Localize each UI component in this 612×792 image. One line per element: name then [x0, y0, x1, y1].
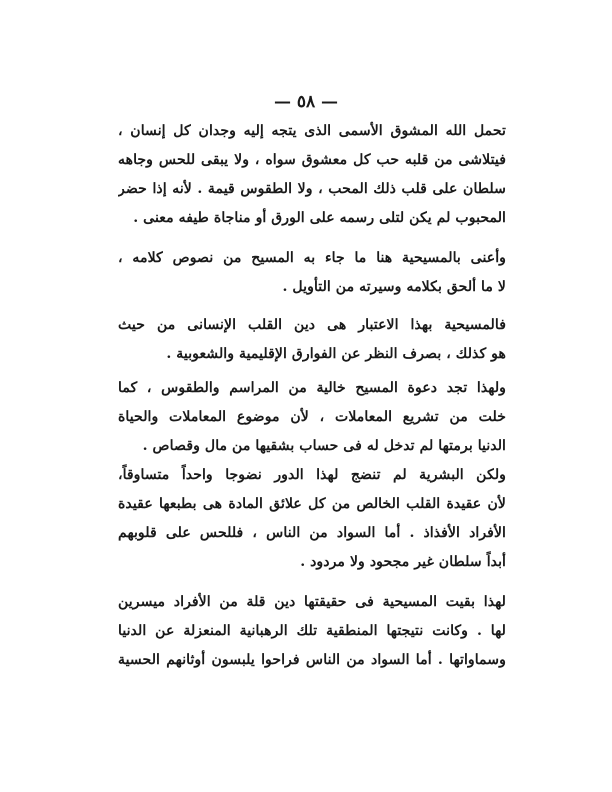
- text-line: الأفراد الأفذاذ . أما السواد من الناس ، فللحس على قلوبهم: [118, 525, 506, 541]
- text-line: فيتلاشى من قلبه حب كل معشوق سواه ، ولا يبقى للحس وجاهه: [118, 152, 506, 168]
- text-line: أبداً سلطان غير مجحود ولا مردود .: [300, 554, 506, 570]
- text-line: وسماواتها . أما السواد من الناس فراحوا يلبسون أوثانهم الحسية: [118, 652, 506, 668]
- text-line: المحبوب لم يكن لتلى رسمه على الورق أو مناجاة طيفه معنى .: [133, 210, 506, 226]
- text-line: وأعنى بالمسيحية هنا ما جاء به المسيح من نصوص كلامه ،: [118, 250, 506, 266]
- text-line: فالمسيحية بهذا الاعتبار هى دين القلب الإنسانى من حيث: [118, 317, 506, 333]
- text-line: لأن عقيدة القلب الخالص من كل علائق المادة هى بطبعها عقيدة: [118, 496, 506, 512]
- paragraph-1: [118, 117, 506, 233]
- text-line: تحمل الله المشوق الأسمى الذى يتجه إليه وجدان كل إنسان ،: [118, 123, 506, 139]
- paragraph-6: [118, 588, 506, 675]
- text-line: لها . وكانت نتيجتها المنطقية تلك الرهبانية المنعزلة عن الدنيا: [118, 623, 506, 639]
- text-line: هو كذلك ، بصرف النظر عن الفوارق الإقليمية والشعوبية .: [166, 346, 506, 362]
- page-number: — ٥٨ —: [273, 92, 339, 112]
- text-line: سلطان على قلب ذلك المحب ، ولا الطقوس قيمة . لأنه إذا حضر: [118, 181, 506, 197]
- paragraph-5: [118, 461, 506, 577]
- text-line: لا ما ألحق بكلامه وسيرته من التأويل .: [282, 279, 506, 295]
- paragraph-4: [118, 374, 506, 461]
- paragraph-2: [118, 244, 506, 302]
- text-line: خلت من تشريع المعاملات ، لأن موضوع المعاملات والحياة: [118, 409, 506, 425]
- text-line: ولكن البشرية لم تنضج لهذا الدور نضوجا واحداً متساوقاً،: [118, 467, 506, 483]
- text-line: ولهذا تجد دعوة المسيح خالية من المراسم والطقوس ، كما: [118, 380, 506, 396]
- paragraph-3: [118, 311, 506, 369]
- text-line: لهذا بقيت المسيحية فى حقيقتها دين قلة من الأفراد ميسرين: [118, 594, 506, 610]
- text-line: الدنيا برمتها لم تدخل له فى حساب بشقيها من مال وقصاص .: [142, 438, 506, 454]
